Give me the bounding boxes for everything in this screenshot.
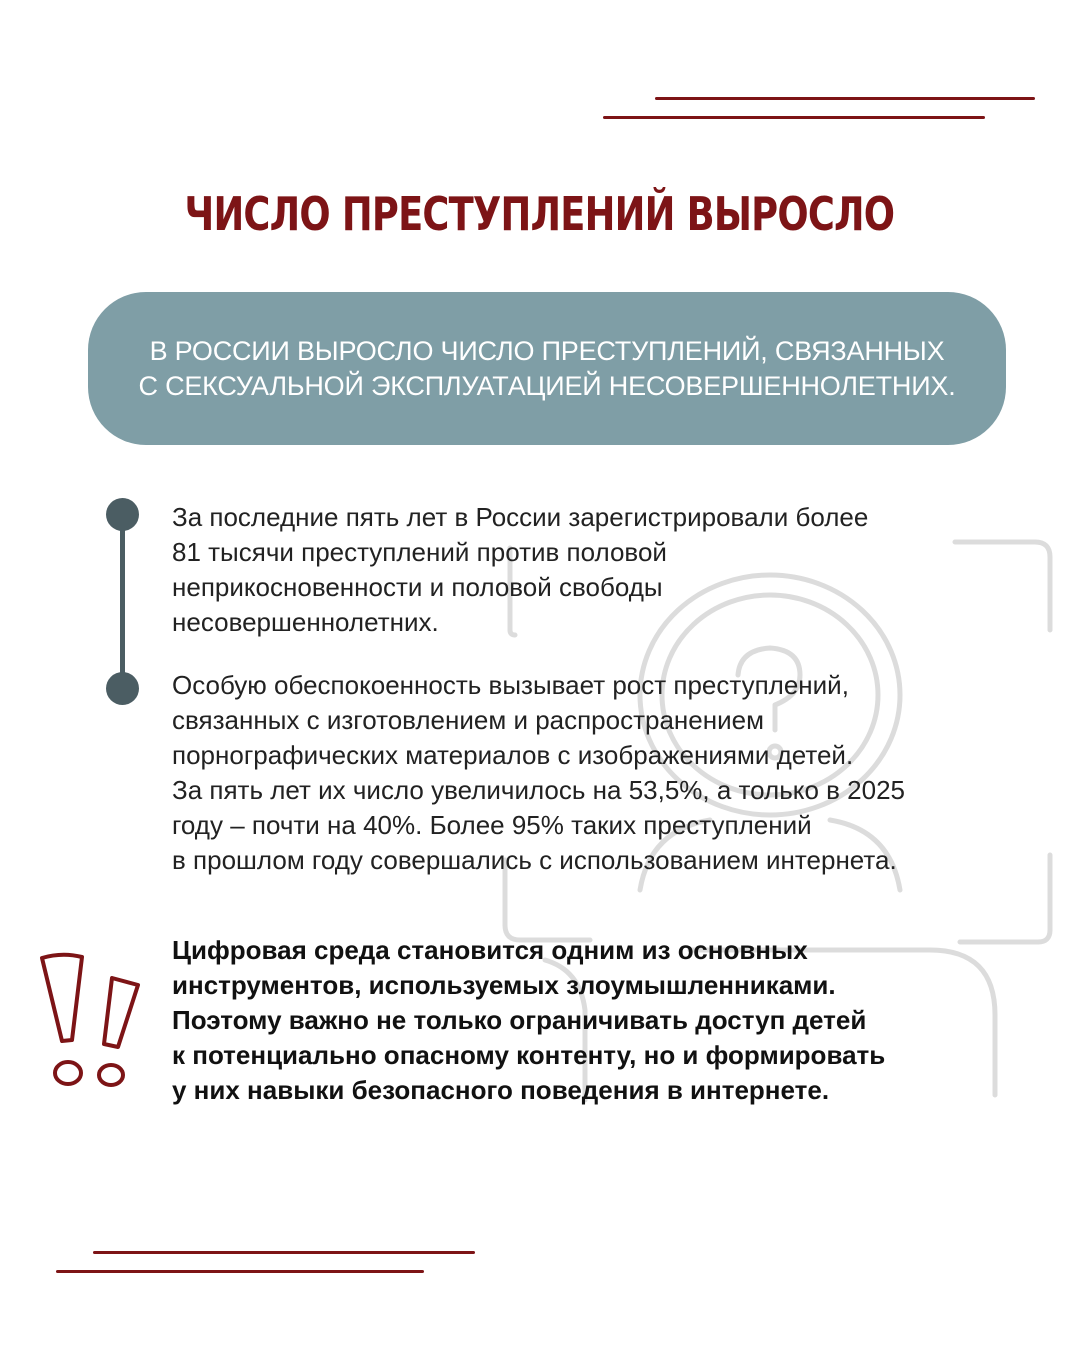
timeline-line [120, 515, 125, 687]
banner-line-1: В РОССИИ ВЫРОСЛО ЧИСЛО ПРЕСТУПЛЕНИЙ, СВЯЗАННЫХ [149, 335, 945, 366]
double-exclamation-icon [38, 950, 146, 1095]
paragraph-statistics: За последние пять лет в России зарегистрировали более 81 тысячи преступлений против половой неприкосновенности и половой свободы несовершеннолетних. [172, 502, 869, 637]
decor-line-bottom-2 [56, 1270, 424, 1273]
page-title: ЧИСЛО ПРЕСТУПЛЕНИЙ ВЫРОСЛО [184, 187, 895, 241]
banner-text [138, 334, 955, 404]
decor-line-top-2 [603, 116, 985, 119]
timeline-dot-icon [106, 672, 139, 705]
banner-line-2: С СЕКСУАЛЬНОЙ ЭКСПЛУАТАЦИЕЙ НЕСОВЕРШЕННОЛЕТНИХ. [138, 370, 956, 401]
timeline-dot-icon [106, 498, 139, 531]
summary-banner [88, 292, 1006, 445]
decor-line-top-1 [655, 97, 1035, 100]
conclusion-text: Цифровая среда становится одним из основных инструментов, используемых злоумышленниками. Поэтому важно не только ограничивать доступ детей к потенциально опасному контенту, но и формировать у них навыки безопасного поведения в интернете. [172, 935, 886, 1105]
decor-line-bottom-1 [93, 1251, 475, 1254]
paragraph-concern: Особую обеспокоенность вызывает рост преступлений, связанных с изготовлением и распространением порнографических материалов с изображениями детей. За пять лет их число увеличилось на 53,5%, а только в 2025 году – почти на 40%. Более 95% таких преступлений в прошлом году совершались с использованием интернета. [172, 670, 906, 875]
